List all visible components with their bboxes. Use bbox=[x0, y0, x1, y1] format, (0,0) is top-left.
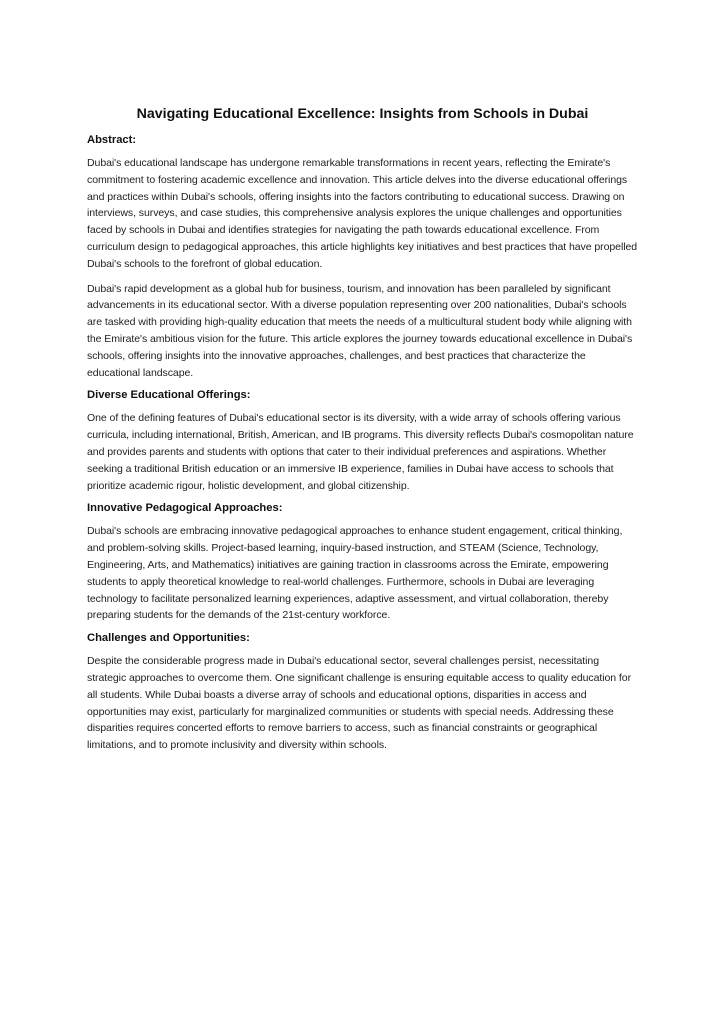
document-title: Navigating Educational Excellence: Insights from Schools in Dubai bbox=[136, 106, 589, 122]
section-heading: Abstract: bbox=[87, 134, 137, 146]
paragraph: One of the defining features of Dubai's educational sector is its diversity, with a wide array of schools offering various curricula, including international, British, American, and IB programs. This diversity reflects Dubai's cosmopolitan nature and provides parents and students with options that cater to their individual preferences and aspirations. Whether seeking a traditional British education or an immersive IB experience, families in Dubai have access to schools that prioritize academic rigour, holistic development, and global citizenship. bbox=[87, 412, 634, 492]
paragraph: Dubai's educational landscape has undergone remarkable transformations in recent years, reflecting the Emirate's commitment to fostering academic excellence and innovation. This article delves into the diverse educational offerings and practices within Dubai's schools, offering insights into the factors contributing to educational success. Drawing on interviews, surveys, and case studies, this comprehensive analysis explores the unique challenges and opportunities faced by schools in Dubai and identifies strategies for navigating the path towards educational excellence. From curriculum design to pedagogical approaches, this article highlights key initiatives and best practices that have propelled Dubai's schools to the forefront of global education. bbox=[87, 157, 638, 270]
section-abstract bbox=[87, 134, 638, 381]
section-diverse-offerings bbox=[87, 389, 638, 494]
section-challenges-opportunities bbox=[87, 632, 638, 754]
section-heading: Diverse Educational Offerings: bbox=[87, 389, 251, 402]
section-heading: Challenges and Opportunities: bbox=[87, 632, 250, 645]
paragraph: Despite the considerable progress made in Dubai's educational sector, several challenges persist, necessitating strategic approaches to overcome them. One significant challenge is ensuring equitable access to quality education for all students. While Dubai boasts a diverse array of schools and educational options, disparities in access and opportunities may exist, particularly for marginalized communities or students with special needs. Addressing these disparities requires concerted efforts to remove barriers to access, such as financial constraints or geographical limitations, and to promote inclusivity and diversity within schools. bbox=[87, 655, 632, 752]
paragraph: Dubai's rapid development as a global hub for business, tourism, and innovation has been paralleled by significant advancements in its educational sector. With a diverse population representing over 200 nationalities, Dubai's schools are tasked with providing high-quality education that meets the needs of a multicultural student body while aligning with the Emirate's ambitious vision for the future. This article explores the journey towards educational excellence in Dubai's schools, offering insights into the innovative approaches, challenges, and best practices that characterize the educational landscape. bbox=[87, 282, 633, 379]
section-pedagogical-approaches bbox=[87, 502, 638, 624]
paragraph: Dubai's schools are embracing innovative pedagogical approaches to enhance student engagement, critical thinking, and problem-solving skills. Project-based learning, inquiry-based instruction, and STEAM (Science, Technology, Engineering, Arts, and Mathematics) initiatives are gaining traction in classrooms across the Emirate, empowering students to apply theoretical knowledge to real-world challenges. Furthermore, schools in Dubai are leveraging technology to facilitate personalized learning experiences, adaptive assessment, and virtual collaboration, thereby preparing students for the demands of the 21st-century workforce. bbox=[87, 525, 623, 622]
section-heading: Innovative Pedagogical Approaches: bbox=[87, 502, 283, 515]
